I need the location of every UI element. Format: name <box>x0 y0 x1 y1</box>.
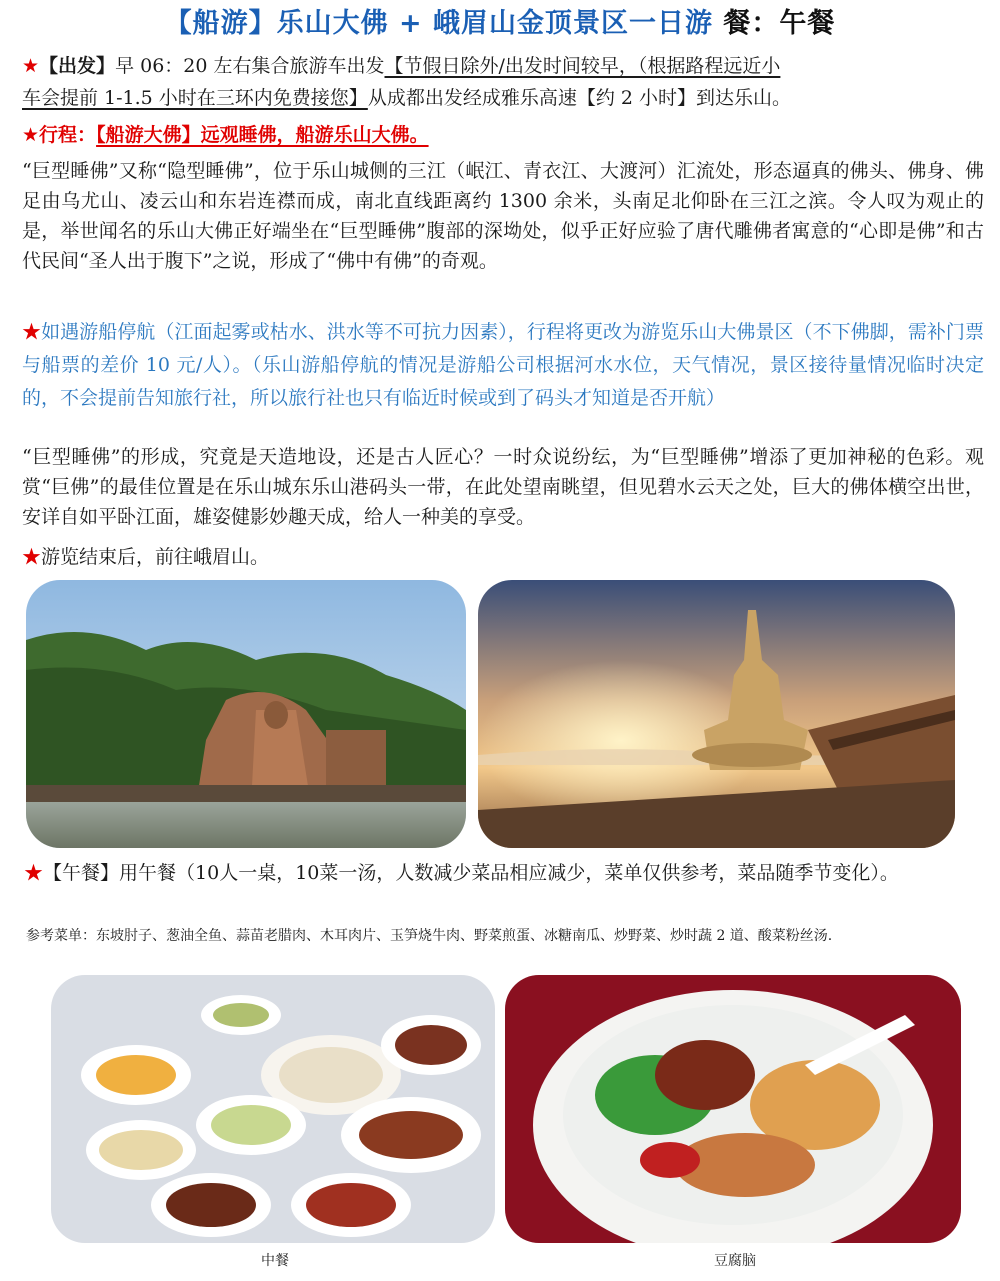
leshan-buddha-photo <box>26 580 466 848</box>
notice-text: 如遇游船停航（江面起雾或枯水、洪水等不可抗力因素），行程将更改为游览乐山大佛景区（不下佛脚，需补门票与船票的差价 10 元/人）。（乐山游船停航的情况是游船公司根据河水水位，天气情况，景区接待量情况临时决定的，不会提前告知旅行社，所以旅行社也只有临近时候或到了码头才知道是否开航） <box>22 321 984 409</box>
paragraph-buddha-formation: “巨型睡佛”的形成，究竟是天造地设，还是古人匠心？一时众说纷纭，为“巨型睡佛”增添了更加神秘的色彩。观赏“巨佛”的最佳位置是在乐山城东乐山港码头一带，在此处望南眺望，但见碧水云天之处，巨大的佛体横空出世，安详自如平卧江面，雄姿健影妙趣天成，给人一种美的享受。 <box>22 446 984 528</box>
title-main: 【船游】乐山大佛 + 峨眉山金顶景区一日游 <box>164 8 714 39</box>
departure-note-2: 车会提前 1-1.5 小时在三环内免费接您】 <box>22 87 368 109</box>
lunch-label: 【午餐】 <box>43 862 120 884</box>
notice-boat-suspension <box>22 316 984 415</box>
paragraph-sleeping-buddha: “巨型睡佛”又称“隐型睡佛”，位于乐山城侧的三江（岷江、青衣江、大渡河）汇流处，形态逼真的佛头、佛身、佛足由乌尤山、凌云山和东岩连襟而成，南北直线距离约 1300 余米，头南足北仰卧在三江之滨。令人叹为观止的是，举世闻名的乐山大佛正好端坐在“巨型睡佛”腹部的深坳处，似乎正好应验了唐代雕佛者寓意的“心即是佛”和古代民间“圣人出于腹下”之说，形成了“佛中有佛”的奇观。 <box>22 160 984 272</box>
star-icon: ★ <box>22 546 42 568</box>
title-meal: 餐：午餐 <box>723 8 836 39</box>
itinerary-headline: 【船游大佛】远观睡佛，船游乐山大佛。 <box>96 124 429 146</box>
itinerary-line <box>22 121 986 149</box>
lunch-photo-caption: 中餐 <box>261 1253 289 1269</box>
emei-golden-summit-photo <box>478 580 955 848</box>
departure-line-1 <box>22 52 986 80</box>
departure-route: 从成都出发经成雅乐高速【约 2 小时】到达乐山。 <box>367 87 791 109</box>
after-tour-line <box>22 543 986 571</box>
page-title <box>0 4 1000 44</box>
star-icon: ★ <box>22 55 40 77</box>
star-icon: ★ <box>22 124 40 146</box>
itinerary-label: 行程： <box>39 124 97 146</box>
lunch-dishes-photo <box>51 975 495 1243</box>
departure-note-1: 【节假日除外/出发时间较早，（根据路程远近小 <box>384 55 781 77</box>
star-icon: ★ <box>22 321 42 343</box>
tofu-pudding-photo <box>505 975 961 1243</box>
lunch-line <box>24 858 984 888</box>
departure-text: 早 06：20 左右集合旅游车出发 <box>115 55 385 77</box>
after-tour-text: 游览结束后，前往峨眉山。 <box>41 546 270 568</box>
reference-menu: 参考菜单：东坡肘子、葱油全鱼、蒜苗老腊肉、木耳肉片、玉笋烧牛肉、野菜煎蛋、冰糖南瓜、炒野菜、炒时蔬 2 道、酸菜粉丝汤. <box>26 928 833 944</box>
lunch-text: 用午餐（10人一桌，10菜一汤，人数减少菜品相应减少，菜单仅供参考，菜品随季节变化）。 <box>119 862 899 884</box>
departure-line-2 <box>22 84 986 112</box>
departure-label: 【出发】 <box>39 55 116 77</box>
tofu-photo-caption: 豆腐脑 <box>714 1253 756 1269</box>
star-icon: ★ <box>24 862 44 884</box>
